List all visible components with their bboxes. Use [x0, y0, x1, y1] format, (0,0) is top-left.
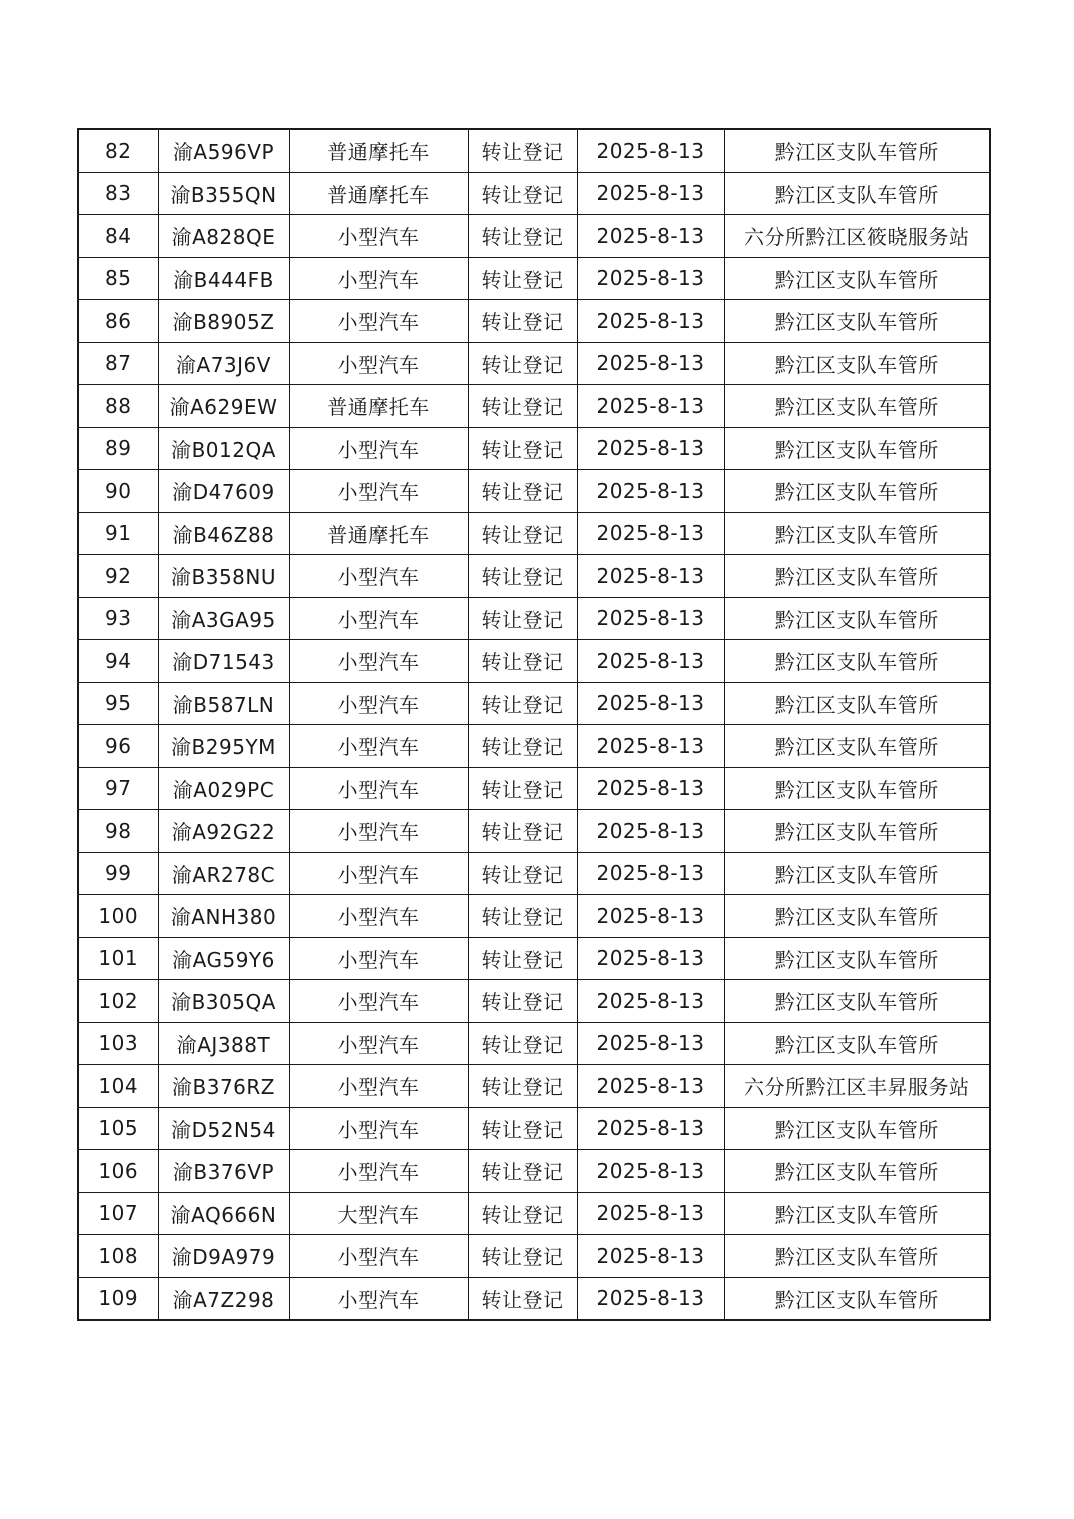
business-type-cell: 转让登记: [468, 129, 577, 172]
business-type-cell: 转让登记: [468, 215, 577, 258]
date-cell: 2025-8-13: [577, 342, 724, 385]
business-type-cell: 转让登记: [468, 640, 577, 683]
row-number-cell: 95: [78, 682, 158, 725]
date-cell: 2025-8-13: [577, 1107, 724, 1150]
table-row: [78, 512, 990, 555]
business-type-cell: 转让登记: [468, 810, 577, 853]
table-row: [78, 300, 990, 343]
date-cell: 2025-8-13: [577, 1150, 724, 1193]
office-cell: 黔江区支队车管所: [724, 682, 990, 725]
office-cell: 黔江区支队车管所: [724, 300, 990, 343]
office-cell: 黔江区支队车管所: [724, 1150, 990, 1193]
vehicle-type-cell: 小型汽车: [289, 597, 468, 640]
vehicle-type-cell: 小型汽车: [289, 1150, 468, 1193]
table-row: [78, 385, 990, 428]
row-number-cell: 92: [78, 555, 158, 598]
vehicle-type-cell: 小型汽车: [289, 427, 468, 470]
business-type-cell: 转让登记: [468, 980, 577, 1023]
plate-number-cell: 渝B46Z88: [158, 512, 289, 555]
business-type-cell: 转让登记: [468, 385, 577, 428]
business-type-cell: 转让登记: [468, 470, 577, 513]
business-type-cell: 转让登记: [468, 937, 577, 980]
office-cell: 六分所黔江区丰昇服务站: [724, 1065, 990, 1108]
business-type-cell: 转让登记: [468, 1235, 577, 1278]
vehicle-type-cell: 普通摩托车: [289, 129, 468, 172]
vehicle-type-cell: 小型汽车: [289, 1107, 468, 1150]
table-row: [78, 172, 990, 215]
row-number-cell: 86: [78, 300, 158, 343]
business-type-cell: 转让登记: [468, 172, 577, 215]
date-cell: 2025-8-13: [577, 427, 724, 470]
row-number-cell: 93: [78, 597, 158, 640]
office-cell: 黔江区支队车管所: [724, 937, 990, 980]
vehicle-type-cell: 大型汽车: [289, 1192, 468, 1235]
plate-number-cell: 渝D71543: [158, 640, 289, 683]
business-type-cell: 转让登记: [468, 1107, 577, 1150]
plate-number-cell: 渝AJ388T: [158, 1022, 289, 1065]
office-cell: 黔江区支队车管所: [724, 852, 990, 895]
row-number-cell: 89: [78, 427, 158, 470]
row-number-cell: 94: [78, 640, 158, 683]
plate-number-cell: 渝B305QA: [158, 980, 289, 1023]
office-cell: 黔江区支队车管所: [724, 895, 990, 938]
plate-number-cell: 渝D52N54: [158, 1107, 289, 1150]
office-cell: 黔江区支队车管所: [724, 767, 990, 810]
table-row: [78, 1065, 990, 1108]
plate-number-cell: 渝B295YM: [158, 725, 289, 768]
business-type-cell: 转让登记: [468, 852, 577, 895]
business-type-cell: 转让登记: [468, 597, 577, 640]
business-type-cell: 转让登记: [468, 555, 577, 598]
plate-number-cell: 渝AQ666N: [158, 1192, 289, 1235]
vehicle-type-cell: 小型汽车: [289, 342, 468, 385]
table-row: [78, 555, 990, 598]
plate-number-cell: 渝A7Z298: [158, 1277, 289, 1320]
vehicle-type-cell: 小型汽车: [289, 852, 468, 895]
plate-number-cell: 渝B587LN: [158, 682, 289, 725]
office-cell: 黔江区支队车管所: [724, 555, 990, 598]
business-type-cell: 转让登记: [468, 1150, 577, 1193]
date-cell: 2025-8-13: [577, 1277, 724, 1320]
plate-number-cell: 渝D47609: [158, 470, 289, 513]
row-number-cell: 88: [78, 385, 158, 428]
date-cell: 2025-8-13: [577, 129, 724, 172]
date-cell: 2025-8-13: [577, 597, 724, 640]
table-row: [78, 470, 990, 513]
date-cell: 2025-8-13: [577, 257, 724, 300]
plate-number-cell: 渝B376RZ: [158, 1065, 289, 1108]
table-row: [78, 129, 990, 172]
date-cell: 2025-8-13: [577, 937, 724, 980]
vehicle-type-cell: 小型汽车: [289, 300, 468, 343]
plate-number-cell: 渝B012QA: [158, 427, 289, 470]
plate-number-cell: 渝AR278C: [158, 852, 289, 895]
row-number-cell: 85: [78, 257, 158, 300]
office-cell: 黔江区支队车管所: [724, 1277, 990, 1320]
table-row: [78, 1022, 990, 1065]
date-cell: 2025-8-13: [577, 470, 724, 513]
plate-number-cell: 渝D9A979: [158, 1235, 289, 1278]
table-row: [78, 810, 990, 853]
office-cell: 黔江区支队车管所: [724, 512, 990, 555]
registration-table: [77, 128, 991, 1321]
plate-number-cell: 渝B355QN: [158, 172, 289, 215]
row-number-cell: 90: [78, 470, 158, 513]
office-cell: 黔江区支队车管所: [724, 342, 990, 385]
date-cell: 2025-8-13: [577, 767, 724, 810]
row-number-cell: 101: [78, 937, 158, 980]
row-number-cell: 108: [78, 1235, 158, 1278]
table-row: [78, 1277, 990, 1320]
date-cell: 2025-8-13: [577, 725, 724, 768]
vehicle-type-cell: 小型汽车: [289, 1277, 468, 1320]
plate-number-cell: 渝A596VP: [158, 129, 289, 172]
plate-number-cell: 渝B376VP: [158, 1150, 289, 1193]
office-cell: 黔江区支队车管所: [724, 1235, 990, 1278]
office-cell: 黔江区支队车管所: [724, 257, 990, 300]
business-type-cell: 转让登记: [468, 342, 577, 385]
date-cell: 2025-8-13: [577, 172, 724, 215]
date-cell: 2025-8-13: [577, 640, 724, 683]
office-cell: 黔江区支队车管所: [724, 1107, 990, 1150]
vehicle-type-cell: 普通摩托车: [289, 512, 468, 555]
date-cell: 2025-8-13: [577, 385, 724, 428]
date-cell: 2025-8-13: [577, 215, 724, 258]
date-cell: 2025-8-13: [577, 555, 724, 598]
vehicle-type-cell: 小型汽车: [289, 937, 468, 980]
vehicle-type-cell: 小型汽车: [289, 980, 468, 1023]
table-row: [78, 1192, 990, 1235]
vehicle-type-cell: 小型汽车: [289, 725, 468, 768]
plate-number-cell: 渝A828QE: [158, 215, 289, 258]
date-cell: 2025-8-13: [577, 1192, 724, 1235]
row-number-cell: 83: [78, 172, 158, 215]
vehicle-type-cell: 普通摩托车: [289, 385, 468, 428]
business-type-cell: 转让登记: [468, 300, 577, 343]
business-type-cell: 转让登记: [468, 895, 577, 938]
business-type-cell: 转让登记: [468, 427, 577, 470]
table-row: [78, 1235, 990, 1278]
office-cell: 黔江区支队车管所: [724, 640, 990, 683]
plate-number-cell: 渝A73J6V: [158, 342, 289, 385]
plate-number-cell: 渝B8905Z: [158, 300, 289, 343]
row-number-cell: 91: [78, 512, 158, 555]
row-number-cell: 105: [78, 1107, 158, 1150]
date-cell: 2025-8-13: [577, 1065, 724, 1108]
plate-number-cell: 渝A3GA95: [158, 597, 289, 640]
vehicle-type-cell: 小型汽车: [289, 1235, 468, 1278]
row-number-cell: 98: [78, 810, 158, 853]
date-cell: 2025-8-13: [577, 810, 724, 853]
vehicle-type-cell: 小型汽车: [289, 767, 468, 810]
plate-number-cell: 渝A92G22: [158, 810, 289, 853]
business-type-cell: 转让登记: [468, 725, 577, 768]
table-row: [78, 1107, 990, 1150]
row-number-cell: 106: [78, 1150, 158, 1193]
table-row: [78, 257, 990, 300]
vehicle-type-cell: 小型汽车: [289, 555, 468, 598]
date-cell: 2025-8-13: [577, 1022, 724, 1065]
office-cell: 黔江区支队车管所: [724, 427, 990, 470]
table-row: [78, 342, 990, 385]
date-cell: 2025-8-13: [577, 980, 724, 1023]
office-cell: 黔江区支队车管所: [724, 810, 990, 853]
row-number-cell: 107: [78, 1192, 158, 1235]
row-number-cell: 104: [78, 1065, 158, 1108]
office-cell: 黔江区支队车管所: [724, 597, 990, 640]
row-number-cell: 109: [78, 1277, 158, 1320]
vehicle-type-cell: 小型汽车: [289, 1065, 468, 1108]
office-cell: 黔江区支队车管所: [724, 725, 990, 768]
row-number-cell: 82: [78, 129, 158, 172]
plate-number-cell: 渝A629EW: [158, 385, 289, 428]
date-cell: 2025-8-13: [577, 895, 724, 938]
business-type-cell: 转让登记: [468, 1065, 577, 1108]
office-cell: 黔江区支队车管所: [724, 1192, 990, 1235]
plate-number-cell: 渝ANH380: [158, 895, 289, 938]
office-cell: 黔江区支队车管所: [724, 1022, 990, 1065]
plate-number-cell: 渝AG59Y6: [158, 937, 289, 980]
vehicle-type-cell: 小型汽车: [289, 470, 468, 513]
row-number-cell: 84: [78, 215, 158, 258]
table-row: [78, 852, 990, 895]
row-number-cell: 96: [78, 725, 158, 768]
business-type-cell: 转让登记: [468, 767, 577, 810]
table-row: [78, 725, 990, 768]
office-cell: 黔江区支队车管所: [724, 385, 990, 428]
vehicle-type-cell: 小型汽车: [289, 682, 468, 725]
plate-number-cell: 渝B444FB: [158, 257, 289, 300]
row-number-cell: 102: [78, 980, 158, 1023]
date-cell: 2025-8-13: [577, 1235, 724, 1278]
business-type-cell: 转让登记: [468, 512, 577, 555]
office-cell: 黔江区支队车管所: [724, 470, 990, 513]
vehicle-type-cell: 小型汽车: [289, 257, 468, 300]
table-body: [78, 129, 990, 1320]
vehicle-type-cell: 小型汽车: [289, 810, 468, 853]
business-type-cell: 转让登记: [468, 1022, 577, 1065]
table-row: [78, 937, 990, 980]
row-number-cell: 97: [78, 767, 158, 810]
date-cell: 2025-8-13: [577, 682, 724, 725]
vehicle-type-cell: 小型汽车: [289, 895, 468, 938]
table-row: [78, 1150, 990, 1193]
office-cell: 黔江区支队车管所: [724, 172, 990, 215]
date-cell: 2025-8-13: [577, 300, 724, 343]
business-type-cell: 转让登记: [468, 682, 577, 725]
table-row: [78, 980, 990, 1023]
table-row: [78, 682, 990, 725]
row-number-cell: 100: [78, 895, 158, 938]
table-row: [78, 597, 990, 640]
vehicle-type-cell: 小型汽车: [289, 215, 468, 258]
table-row: [78, 767, 990, 810]
date-cell: 2025-8-13: [577, 512, 724, 555]
table-row: [78, 640, 990, 683]
office-cell: 黔江区支队车管所: [724, 129, 990, 172]
table-row: [78, 427, 990, 470]
vehicle-type-cell: 普通摩托车: [289, 172, 468, 215]
row-number-cell: 99: [78, 852, 158, 895]
business-type-cell: 转让登记: [468, 1277, 577, 1320]
vehicle-type-cell: 小型汽车: [289, 1022, 468, 1065]
row-number-cell: 87: [78, 342, 158, 385]
office-cell: 黔江区支队车管所: [724, 980, 990, 1023]
vehicle-type-cell: 小型汽车: [289, 640, 468, 683]
table-row: [78, 895, 990, 938]
table-row: [78, 215, 990, 258]
business-type-cell: 转让登记: [468, 1192, 577, 1235]
office-cell: 六分所黔江区筱晓服务站: [724, 215, 990, 258]
row-number-cell: 103: [78, 1022, 158, 1065]
business-type-cell: 转让登记: [468, 257, 577, 300]
plate-number-cell: 渝A029PC: [158, 767, 289, 810]
plate-number-cell: 渝B358NU: [158, 555, 289, 598]
date-cell: 2025-8-13: [577, 852, 724, 895]
